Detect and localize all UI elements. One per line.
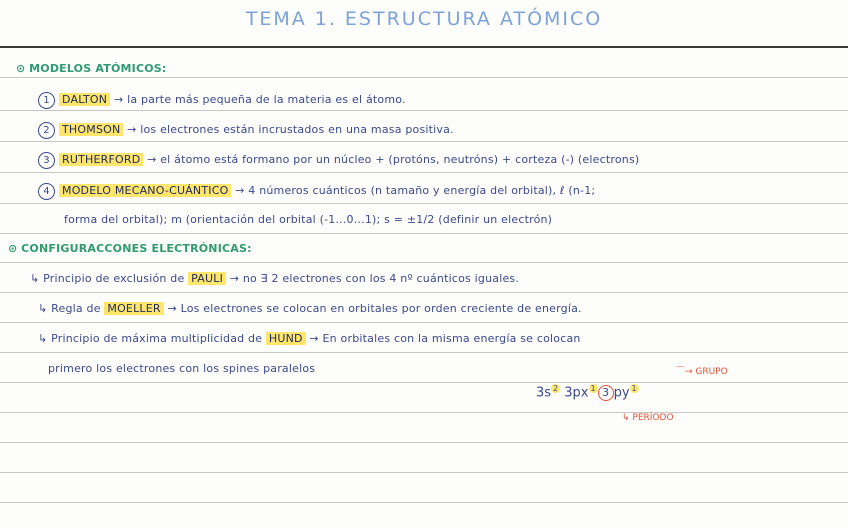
ruled-line xyxy=(0,472,848,473)
item-number: 2 xyxy=(38,122,55,139)
grupo-annotation xyxy=(676,364,728,377)
grupo-label: GRUPO xyxy=(695,367,728,377)
highlight-label: HUND xyxy=(266,332,306,345)
item-number: 4 xyxy=(38,183,55,200)
ruled-line xyxy=(0,292,848,293)
period-circle: 3 xyxy=(598,385,614,401)
ruled-line xyxy=(0,382,848,383)
arrow-icon: → xyxy=(167,302,177,315)
item-text: la parte más pequeña de la materia es el átomo. xyxy=(127,93,406,106)
arrow-icon: → xyxy=(229,272,240,285)
electron-configuration xyxy=(536,384,639,401)
list-item xyxy=(38,122,454,139)
ruled-line xyxy=(0,233,848,234)
return-arrow-icon: ↳ xyxy=(38,332,48,345)
item-text: En orbitales con la misma energía se colocan xyxy=(322,332,581,345)
section-heading-text: MODELOS ATÓMICOS: xyxy=(29,62,167,75)
orbital-label: 3s xyxy=(536,385,552,401)
highlight-label: PAULI xyxy=(188,272,226,285)
highlight-label: MODELO MECANO-CUÁNTICO xyxy=(59,184,231,197)
arrow-icon: ↳ xyxy=(622,413,633,423)
list-item xyxy=(38,302,582,315)
arrow-icon: → xyxy=(127,123,137,136)
periodo-annotation xyxy=(622,413,674,423)
ruled-line xyxy=(0,77,848,78)
header-rule xyxy=(0,46,848,48)
section-heading-configs xyxy=(8,242,252,255)
rule-prefix: Principio de máxima multiplicidad de xyxy=(51,332,263,345)
ruled-line xyxy=(0,352,848,353)
item-text: 4 números cuánticos (n tamaño y energía del orbital), ℓ (n-1; xyxy=(248,184,596,197)
periodo-label: PERÍODO xyxy=(632,413,674,423)
ruled-line xyxy=(0,412,848,413)
arrow-icon: → xyxy=(147,153,157,166)
section-heading-models xyxy=(16,62,167,75)
item-text: no ∃ 2 electrones con los 4 nº cuánticos iguales. xyxy=(242,272,520,285)
highlight-label: MOELLER xyxy=(104,302,163,315)
item-text: los electrones están incrustados en una masa positiva. xyxy=(140,123,454,136)
highlight-label: DALTON xyxy=(59,93,110,106)
return-arrow-icon: ↳ xyxy=(30,272,40,285)
item-number: 3 xyxy=(38,152,55,169)
arrow-icon: → xyxy=(235,184,245,197)
rule-prefix: Regla de xyxy=(51,302,101,315)
bullet-icon: ⊙ xyxy=(8,242,18,255)
ruled-line xyxy=(0,110,848,111)
list-item xyxy=(38,183,595,200)
item-text: el átomo está formano por un núcleo + (protóns, neutróns) + corteza (-) (electrons) xyxy=(160,153,640,166)
list-item xyxy=(38,332,581,345)
page-title: TEMA 1. ESTRUCTURA ATÓMICO xyxy=(245,8,603,30)
list-item xyxy=(30,272,519,285)
continuation-text: primero los electrones con los spines paralelos xyxy=(48,362,316,375)
ruled-line xyxy=(0,203,848,204)
highlight-label: THOMSON xyxy=(59,123,123,136)
list-item xyxy=(38,92,406,109)
electron-count: 2 xyxy=(553,384,559,393)
continuation-text: forma del orbital); m (orientación del orbital (-1...0...1); s = ±1/2 (definir un electrón) xyxy=(64,213,553,226)
highlight-label: RUTHERFORD xyxy=(59,153,143,166)
ruled-line xyxy=(0,442,848,443)
orbital-label: 3px xyxy=(564,385,589,401)
ruled-line xyxy=(0,141,848,142)
ruled-line xyxy=(0,322,848,323)
return-arrow-icon: ↳ xyxy=(38,302,48,315)
bullet-icon: ⊙ xyxy=(16,62,26,75)
orbital-label: py xyxy=(613,385,630,401)
item-number: 1 xyxy=(38,92,55,109)
ruled-line xyxy=(0,172,848,173)
arrow-icon: ⌒→ xyxy=(676,367,696,377)
list-item xyxy=(38,152,639,169)
arrow-icon: → xyxy=(113,93,124,106)
rule-prefix: Principio de exclusión de xyxy=(43,272,185,285)
item-text: Los electrones se colocan en orbitales por orden creciente de energía. xyxy=(180,302,582,315)
electron-count: 1 xyxy=(631,384,637,393)
section-heading-text: CONFIGURACCONES ELECTRÓNICAS: xyxy=(21,242,252,255)
ruled-line xyxy=(0,262,848,263)
ruled-line xyxy=(0,502,848,503)
electron-count: 1 xyxy=(590,384,596,393)
arrow-icon: → xyxy=(309,332,319,345)
